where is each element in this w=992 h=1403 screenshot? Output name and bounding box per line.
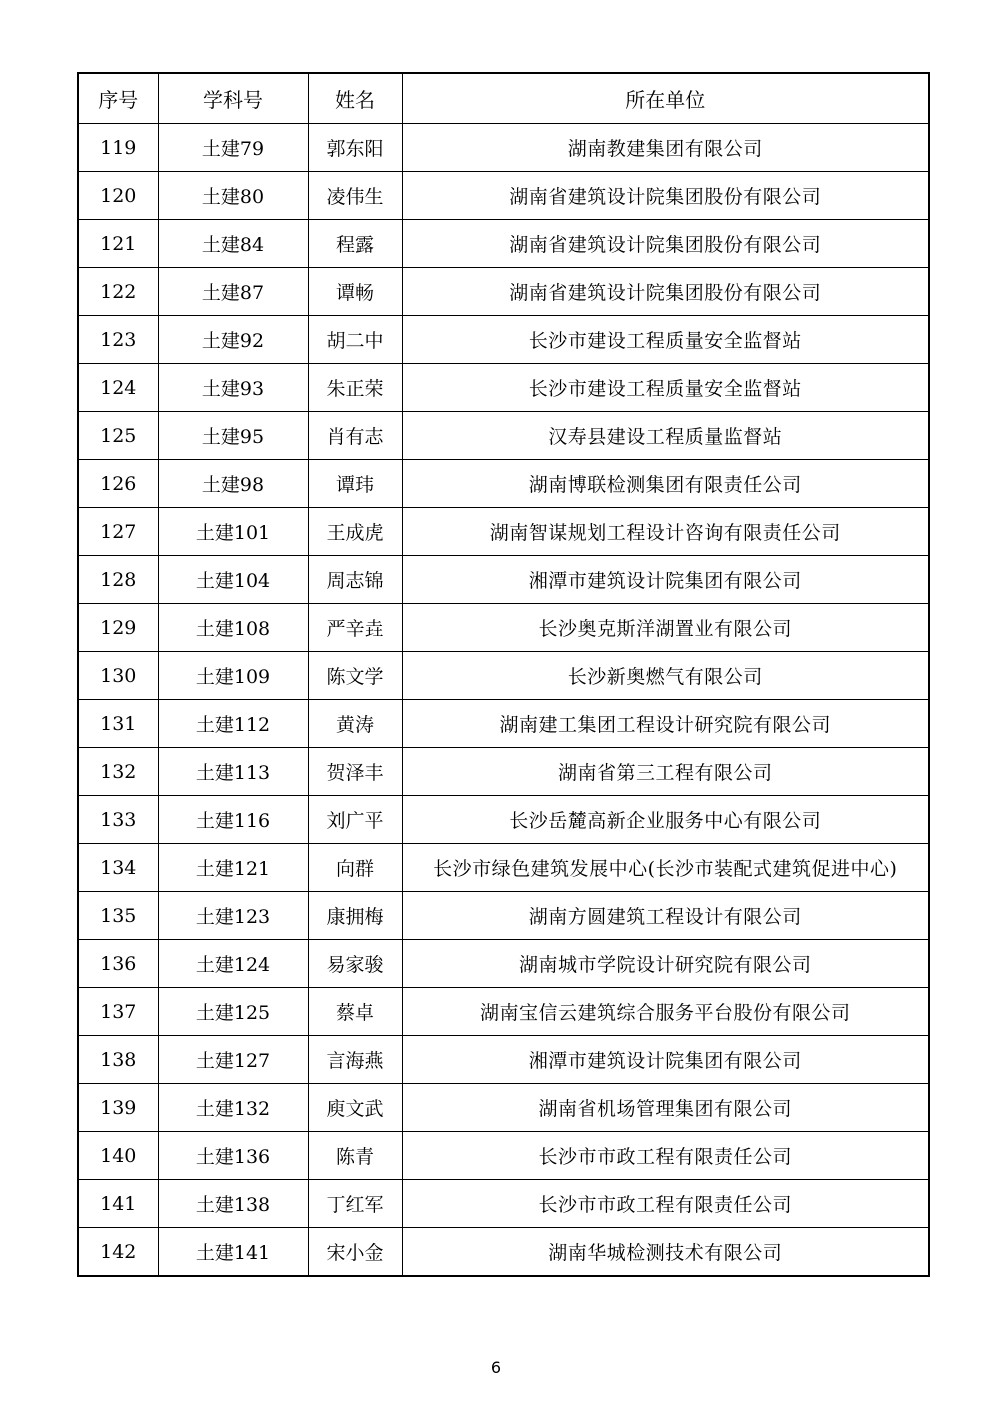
header-subject: 学科号	[158, 73, 308, 124]
cell-subject: 土建138	[158, 1180, 308, 1228]
cell-name: 向群	[308, 844, 402, 892]
cell-unit: 湖南方圆建筑工程设计有限公司	[402, 892, 929, 940]
table-row	[78, 316, 929, 364]
cell-name: 谭玮	[308, 460, 402, 508]
cell-unit: 长沙市建设工程质量安全监督站	[402, 316, 929, 364]
cell-unit: 湖南建工集团工程设计研究院有限公司	[402, 700, 929, 748]
cell-seq: 123	[78, 316, 158, 364]
cell-subject: 土建79	[158, 124, 308, 172]
cell-subject: 土建112	[158, 700, 308, 748]
cell-name: 黄涛	[308, 700, 402, 748]
cell-name: 朱正荣	[308, 364, 402, 412]
cell-name: 陈文学	[308, 652, 402, 700]
cell-seq: 132	[78, 748, 158, 796]
cell-unit: 湖南省第三工程有限公司	[402, 748, 929, 796]
table-row	[78, 1036, 929, 1084]
cell-unit: 湖南省建筑设计院集团股份有限公司	[402, 172, 929, 220]
cell-subject: 土建101	[158, 508, 308, 556]
cell-subject: 土建93	[158, 364, 308, 412]
cell-seq: 136	[78, 940, 158, 988]
cell-seq: 137	[78, 988, 158, 1036]
table-row	[78, 604, 929, 652]
cell-seq: 124	[78, 364, 158, 412]
cell-subject: 土建141	[158, 1228, 308, 1277]
cell-name: 言海燕	[308, 1036, 402, 1084]
table-row	[78, 1132, 929, 1180]
cell-unit: 湖南华城检测技术有限公司	[402, 1228, 929, 1277]
cell-subject: 土建98	[158, 460, 308, 508]
cell-unit: 湖南教建集团有限公司	[402, 124, 929, 172]
cell-name: 胡二中	[308, 316, 402, 364]
cell-seq: 128	[78, 556, 158, 604]
cell-unit: 长沙市绿色建筑发展中心(长沙市装配式建筑促进中心)	[402, 844, 929, 892]
table-row	[78, 1180, 929, 1228]
table-row	[78, 892, 929, 940]
header-name: 姓名	[308, 73, 402, 124]
cell-seq: 134	[78, 844, 158, 892]
cell-seq: 131	[78, 700, 158, 748]
cell-unit: 长沙市市政工程有限责任公司	[402, 1132, 929, 1180]
page-number: 6	[490, 1358, 502, 1377]
table-row	[78, 844, 929, 892]
cell-seq: 127	[78, 508, 158, 556]
cell-subject: 土建125	[158, 988, 308, 1036]
roster-table	[77, 72, 930, 1277]
table-row	[78, 268, 929, 316]
table-row	[78, 940, 929, 988]
cell-seq: 138	[78, 1036, 158, 1084]
cell-unit: 汉寿县建设工程质量监督站	[402, 412, 929, 460]
cell-unit: 长沙奥克斯洋湖置业有限公司	[402, 604, 929, 652]
cell-seq: 139	[78, 1084, 158, 1132]
cell-seq: 121	[78, 220, 158, 268]
cell-unit: 长沙市市政工程有限责任公司	[402, 1180, 929, 1228]
cell-unit: 湘潭市建筑设计院集团有限公司	[402, 556, 929, 604]
cell-seq: 129	[78, 604, 158, 652]
cell-name: 谭畅	[308, 268, 402, 316]
cell-name: 郭东阳	[308, 124, 402, 172]
cell-name: 宋小金	[308, 1228, 402, 1277]
cell-unit: 湖南城市学院设计研究院有限公司	[402, 940, 929, 988]
cell-name: 陈青	[308, 1132, 402, 1180]
table-row	[78, 556, 929, 604]
header-unit: 所在单位	[402, 73, 929, 124]
cell-subject: 土建136	[158, 1132, 308, 1180]
table-row	[78, 508, 929, 556]
table-body	[78, 124, 929, 1277]
cell-unit: 湖南省建筑设计院集团股份有限公司	[402, 268, 929, 316]
cell-unit: 长沙岳麓高新企业服务中心有限公司	[402, 796, 929, 844]
table-row	[78, 1084, 929, 1132]
cell-subject: 土建121	[158, 844, 308, 892]
cell-subject: 土建87	[158, 268, 308, 316]
cell-name: 易家骏	[308, 940, 402, 988]
table-row	[78, 1228, 929, 1277]
cell-subject: 土建84	[158, 220, 308, 268]
table-row	[78, 988, 929, 1036]
cell-name: 刘广平	[308, 796, 402, 844]
table-row	[78, 748, 929, 796]
cell-unit: 湖南博联检测集团有限责任公司	[402, 460, 929, 508]
table-row	[78, 652, 929, 700]
cell-seq: 133	[78, 796, 158, 844]
cell-name: 蔡卓	[308, 988, 402, 1036]
cell-seq: 130	[78, 652, 158, 700]
cell-unit: 湖南智谋规划工程设计咨询有限责任公司	[402, 508, 929, 556]
cell-name: 康拥梅	[308, 892, 402, 940]
cell-seq: 125	[78, 412, 158, 460]
header-seq: 序号	[78, 73, 158, 124]
table-row	[78, 796, 929, 844]
cell-subject: 土建127	[158, 1036, 308, 1084]
cell-name: 庾文武	[308, 1084, 402, 1132]
cell-seq: 142	[78, 1228, 158, 1277]
cell-unit: 湖南省建筑设计院集团股份有限公司	[402, 220, 929, 268]
cell-seq: 141	[78, 1180, 158, 1228]
cell-subject: 土建109	[158, 652, 308, 700]
cell-subject: 土建116	[158, 796, 308, 844]
cell-subject: 土建104	[158, 556, 308, 604]
cell-unit: 湖南省机场管理集团有限公司	[402, 1084, 929, 1132]
cell-seq: 122	[78, 268, 158, 316]
cell-name: 肖有志	[308, 412, 402, 460]
table-row	[78, 700, 929, 748]
cell-subject: 土建113	[158, 748, 308, 796]
table-header-row	[78, 73, 929, 124]
cell-seq: 120	[78, 172, 158, 220]
cell-name: 王成虎	[308, 508, 402, 556]
cell-name: 凌伟生	[308, 172, 402, 220]
table-row	[78, 124, 929, 172]
table-row	[78, 220, 929, 268]
table-row	[78, 364, 929, 412]
cell-subject: 土建132	[158, 1084, 308, 1132]
cell-unit: 湘潭市建筑设计院集团有限公司	[402, 1036, 929, 1084]
cell-subject: 土建108	[158, 604, 308, 652]
table-row	[78, 460, 929, 508]
cell-seq: 119	[78, 124, 158, 172]
cell-seq: 140	[78, 1132, 158, 1180]
cell-name: 严辛垚	[308, 604, 402, 652]
cell-name: 程露	[308, 220, 402, 268]
cell-unit: 长沙市建设工程质量安全监督站	[402, 364, 929, 412]
cell-seq: 126	[78, 460, 158, 508]
cell-name: 周志锦	[308, 556, 402, 604]
cell-subject: 土建92	[158, 316, 308, 364]
cell-seq: 135	[78, 892, 158, 940]
cell-unit: 长沙新奥燃气有限公司	[402, 652, 929, 700]
cell-subject: 土建124	[158, 940, 308, 988]
cell-subject: 土建123	[158, 892, 308, 940]
table-row	[78, 172, 929, 220]
cell-subject: 土建95	[158, 412, 308, 460]
cell-name: 贺泽丰	[308, 748, 402, 796]
cell-subject: 土建80	[158, 172, 308, 220]
cell-unit: 湖南宝信云建筑综合服务平台股份有限公司	[402, 988, 929, 1036]
table-row	[78, 412, 929, 460]
cell-name: 丁红军	[308, 1180, 402, 1228]
